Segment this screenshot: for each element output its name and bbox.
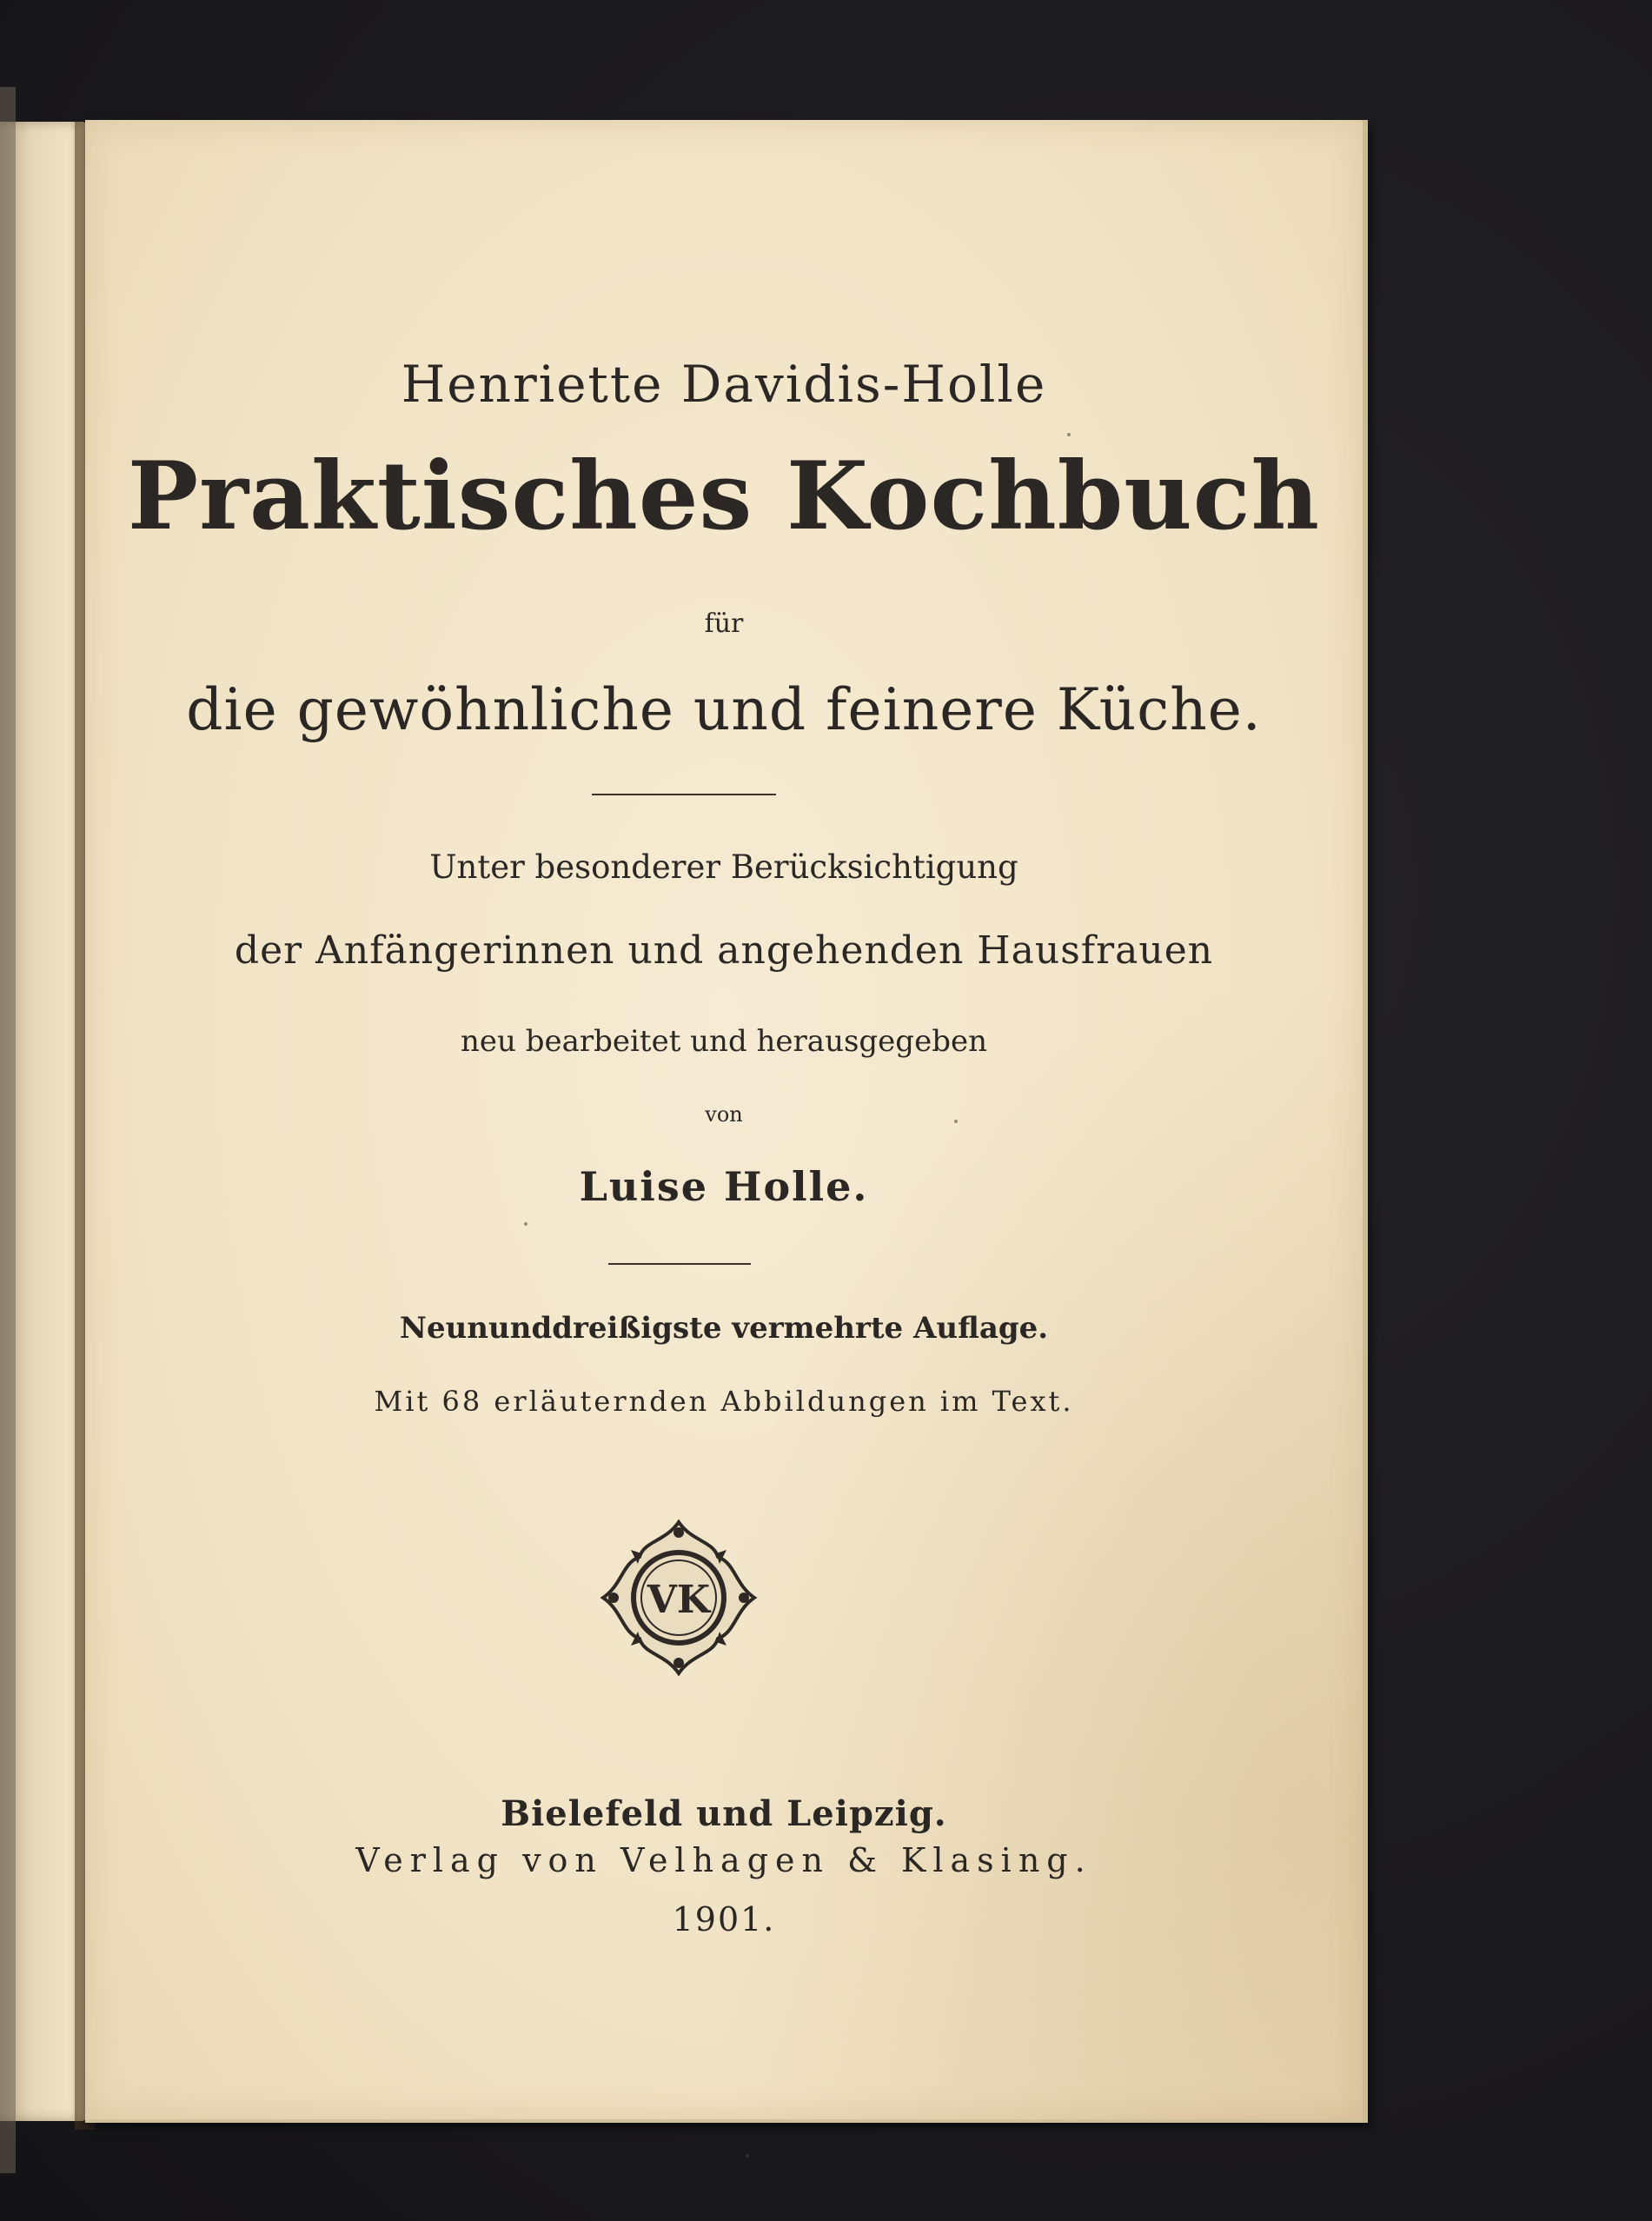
- paper-speck: [954, 1120, 958, 1123]
- paper-speck: [524, 1222, 527, 1226]
- divider-rule-short: [608, 1263, 751, 1265]
- book-subtitle: die gewöhnliche und feinere Küche.: [186, 676, 1262, 743]
- paper-speck: [746, 2154, 749, 2158]
- by-line: von: [705, 1102, 743, 1127]
- publisher-city: Bielefeld und Leipzig.: [501, 1793, 947, 1834]
- publication-year: 1901.: [672, 1900, 776, 1938]
- publisher-monogram-icon: [596, 1515, 761, 1680]
- editor-name: Luise Holle.: [579, 1163, 869, 1210]
- title-connector: für: [704, 608, 744, 639]
- illustrations-note: Mit 68 erläuternden Abbildungen im Text.: [374, 1385, 1074, 1418]
- edition-statement: Neununddreißigste vermehrte Auflage.: [399, 1311, 1049, 1346]
- original-author: Henriette Davidis-Holle: [401, 355, 1047, 414]
- paper-speck: [1067, 433, 1071, 436]
- book-title: Praktisches Kochbuch: [127, 442, 1321, 551]
- audience-line: der Anfängerinnen und angehenden Hausfrauen: [234, 928, 1214, 973]
- publisher-name: Verlag von Velhagen & Klasing.: [355, 1841, 1092, 1879]
- edited-line: neu bearbeitet und herausgegeben: [461, 1024, 987, 1059]
- monogram-text: VK: [647, 1578, 711, 1622]
- divider-rule: [592, 794, 776, 795]
- consideration-line: Unter besonderer Berücksichtigung: [429, 848, 1018, 886]
- title-page: [85, 120, 1368, 2123]
- previous-page-edge: [0, 122, 87, 2121]
